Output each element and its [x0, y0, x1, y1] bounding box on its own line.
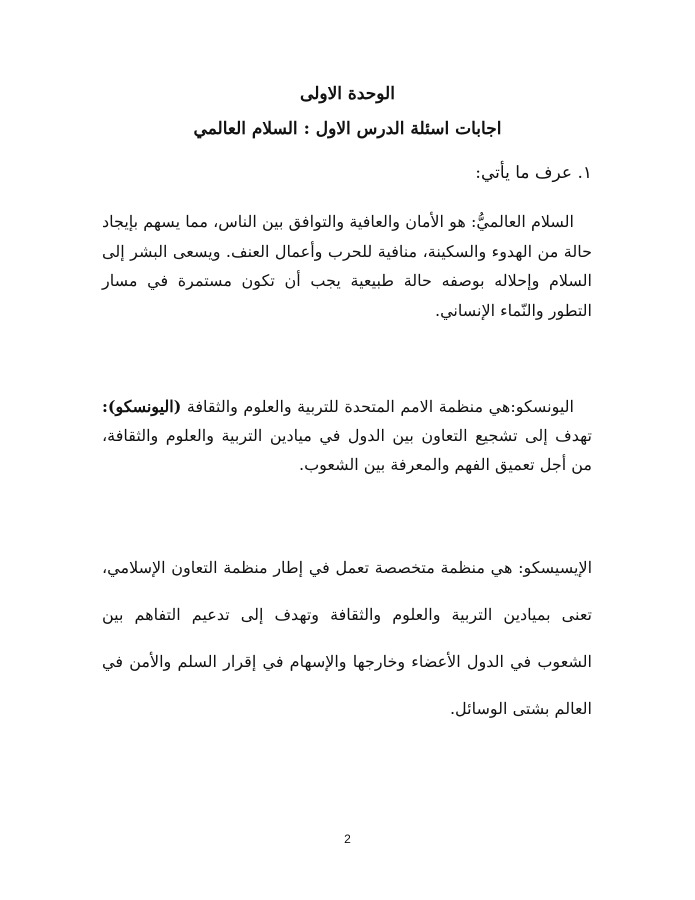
page-number: 2 — [344, 832, 351, 846]
definition-world-peace — [102, 207, 592, 325]
lesson-title: اجابات اسئلة الدرس الاول : السلام العالمي — [193, 119, 502, 139]
definition-text-continued: تهدف إلى تشجيع التعاون بين الدول في ميادين التربية والعلوم والثقافة، من أجل تعميق الفهم والمعرفة بين الشعوب. — [102, 426, 592, 474]
definition-unesco — [102, 392, 592, 479]
definition-text: هي منظمة الامم المتحدة للتربية والعلوم والثقافة — [181, 397, 511, 416]
definition-isesco — [102, 544, 592, 732]
definition-term: اليونسكو: — [510, 397, 574, 416]
definition-text: هي منظمة متخصصة تعمل في إطار منظمة التعاون الإسلامي، تعنى بميادين التربية والعلوم والثقافة وتهدف إلى تدعيم التفاهم بين الشعوب في الدول الأعضاء وخارجها والإسهام في إقرار السلم والأمن في العالم بشتى الوسائل. — [102, 558, 592, 718]
definition-term: السلام العالميُّ: — [471, 212, 574, 231]
unit-title: الوحدة الاولى — [300, 84, 395, 104]
question-heading: ١. عرف ما يأتي: — [475, 163, 592, 183]
definition-bold-abbreviation: (اليونسكو): — [102, 397, 182, 416]
definition-text: هو الأمان والعافية والتوافق بين الناس، مما يسهم بإيجاد حالة من الهدوء والسكينة، منافية للحرب وأعمال العنف. ويسعى البشر إلى السلام وإحلاله بوصفه حالة طبيعية يجب أن تكون مستمرة في مسار التطور والنّماء الإنساني. — [102, 212, 592, 320]
definition-term: الإيسيسكو: — [518, 558, 593, 577]
